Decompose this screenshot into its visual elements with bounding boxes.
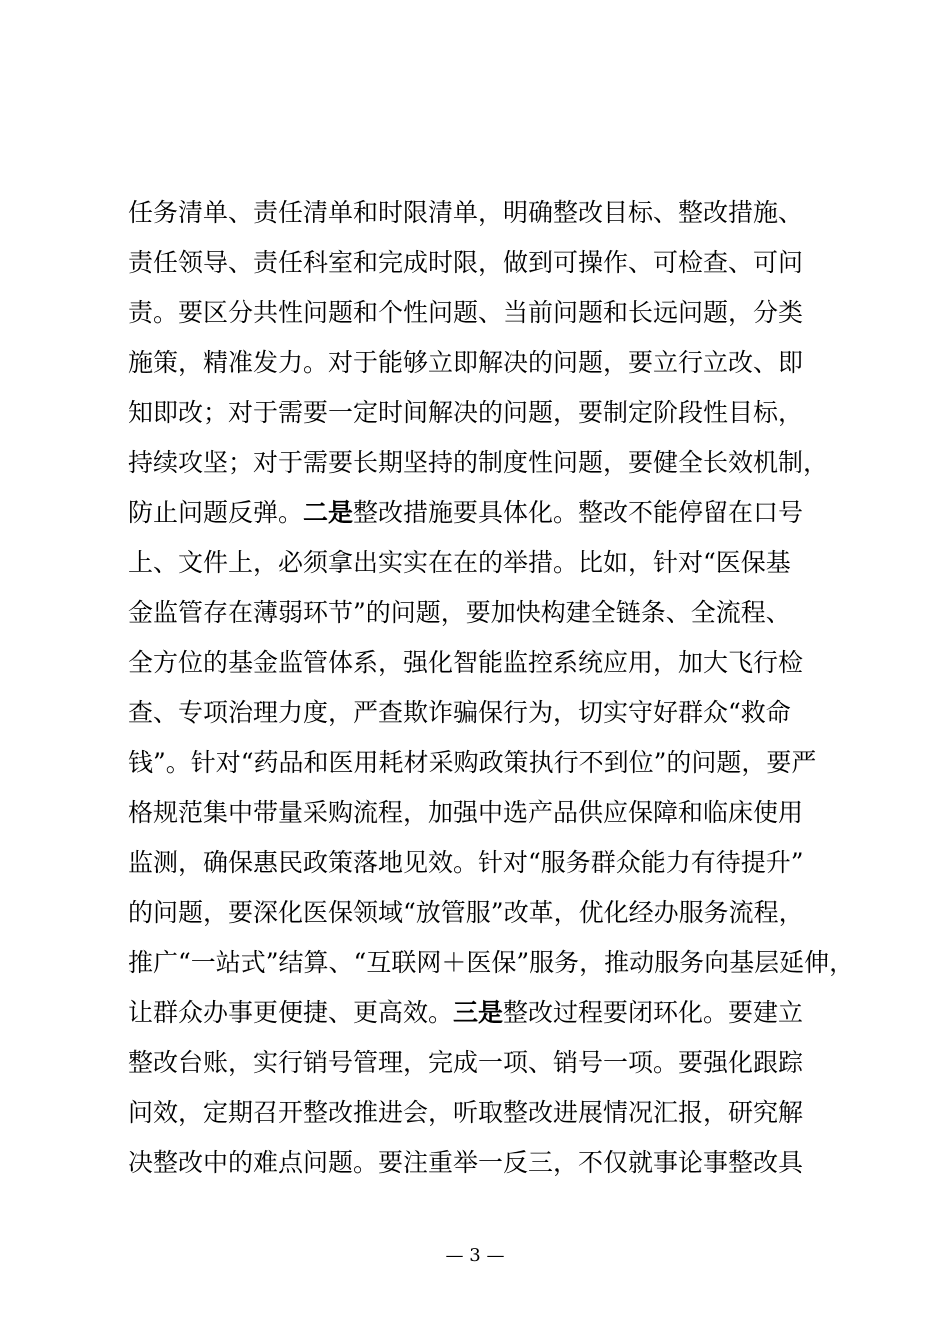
text-line xyxy=(128,338,848,388)
document-body xyxy=(128,188,855,1188)
text-line xyxy=(128,938,855,988)
text-line xyxy=(128,738,848,788)
text-segment: 责。要区分共性问题和个性问题、当前问题和长远问题，分类 xyxy=(128,298,804,327)
text-line xyxy=(128,538,848,588)
text-segment: 问效，定期召开整改推进会，听取整改进展情况汇报，研究解 xyxy=(128,1098,804,1127)
page-number: — 3 — xyxy=(445,1245,505,1266)
text-segment: 全方位的基金监管体系，强化智能监控系统应用，加大飞行检 xyxy=(128,648,804,677)
text-segment: 的问题，要深化医保领域“放管服”改革，优化经办服务流程， xyxy=(128,898,804,927)
text-segment: 整改措施要具体化。整改不能停留在口号 xyxy=(353,498,804,527)
text-line xyxy=(128,638,848,688)
text-line xyxy=(128,888,848,938)
text-line xyxy=(128,288,848,338)
text-segment: 任务清单、责任清单和时限清单，明确整改目标、整改措施、 xyxy=(128,198,804,227)
text-segment: 知即改；对于需要一定时间解决的问题，要制定阶段性目标， xyxy=(128,398,804,427)
text-segment: 让群众办事更便捷、更高效。 xyxy=(128,998,454,1027)
text-line xyxy=(128,688,848,738)
text-segment: 上、文件上，必须拿出实实在在的举措。比如，针对“医保基 xyxy=(128,548,791,577)
text-segment: 防止问题反弹。 xyxy=(128,498,304,527)
text-line xyxy=(128,1038,848,1088)
text-segment: 持续攻坚；对于需要长期坚持的制度性问题，要健全长效机制， xyxy=(128,448,829,477)
text-segment: 整改过程要闭环化。要建立 xyxy=(503,998,804,1027)
text-line xyxy=(128,488,848,538)
text-line xyxy=(128,588,848,638)
text-segment: 查、专项治理力度，严查欺诈骗保行为，切实守好群众“救命 xyxy=(128,698,791,727)
text-segment: 推广“一站式”结算、“互联网＋医保”服务，推动服务向基层延伸， xyxy=(128,948,855,977)
text-segment: 决整改中的难点问题。要注重举一反三，不仅就事论事整改具 xyxy=(128,1148,804,1177)
text-segment: 整改台账，实行销号管理，完成一项、销号一项。要强化跟踪 xyxy=(128,1048,804,1077)
text-line xyxy=(128,388,848,438)
text-line xyxy=(128,438,848,488)
text-segment: 金监管存在薄弱环节”的问题，要加快构建全链条、全流程、 xyxy=(128,598,791,627)
text-line xyxy=(128,788,848,838)
text-line xyxy=(128,988,848,1038)
bold-text-segment: 二是 xyxy=(303,498,354,527)
text-segment: 格规范集中带量采购流程，加强中选产品供应保障和临床使用 xyxy=(128,798,804,827)
text-segment: 责任领导、责任科室和完成时限，做到可操作、可检查、可问 xyxy=(128,248,804,277)
text-line xyxy=(128,238,848,288)
text-segment: 施策，精准发力。对于能够立即解决的问题，要立行立改、即 xyxy=(128,348,804,377)
text-line xyxy=(128,1138,848,1188)
text-line xyxy=(128,1088,848,1138)
bold-text-segment: 三是 xyxy=(453,998,504,1027)
text-line xyxy=(128,188,848,238)
text-segment: 监测，确保惠民政策落地见效。针对“服务群众能力有待提升” xyxy=(128,848,804,877)
text-segment: 钱”。针对“药品和医用耗材采购政策执行不到位”的问题，要严 xyxy=(128,748,817,777)
text-line xyxy=(128,838,848,888)
